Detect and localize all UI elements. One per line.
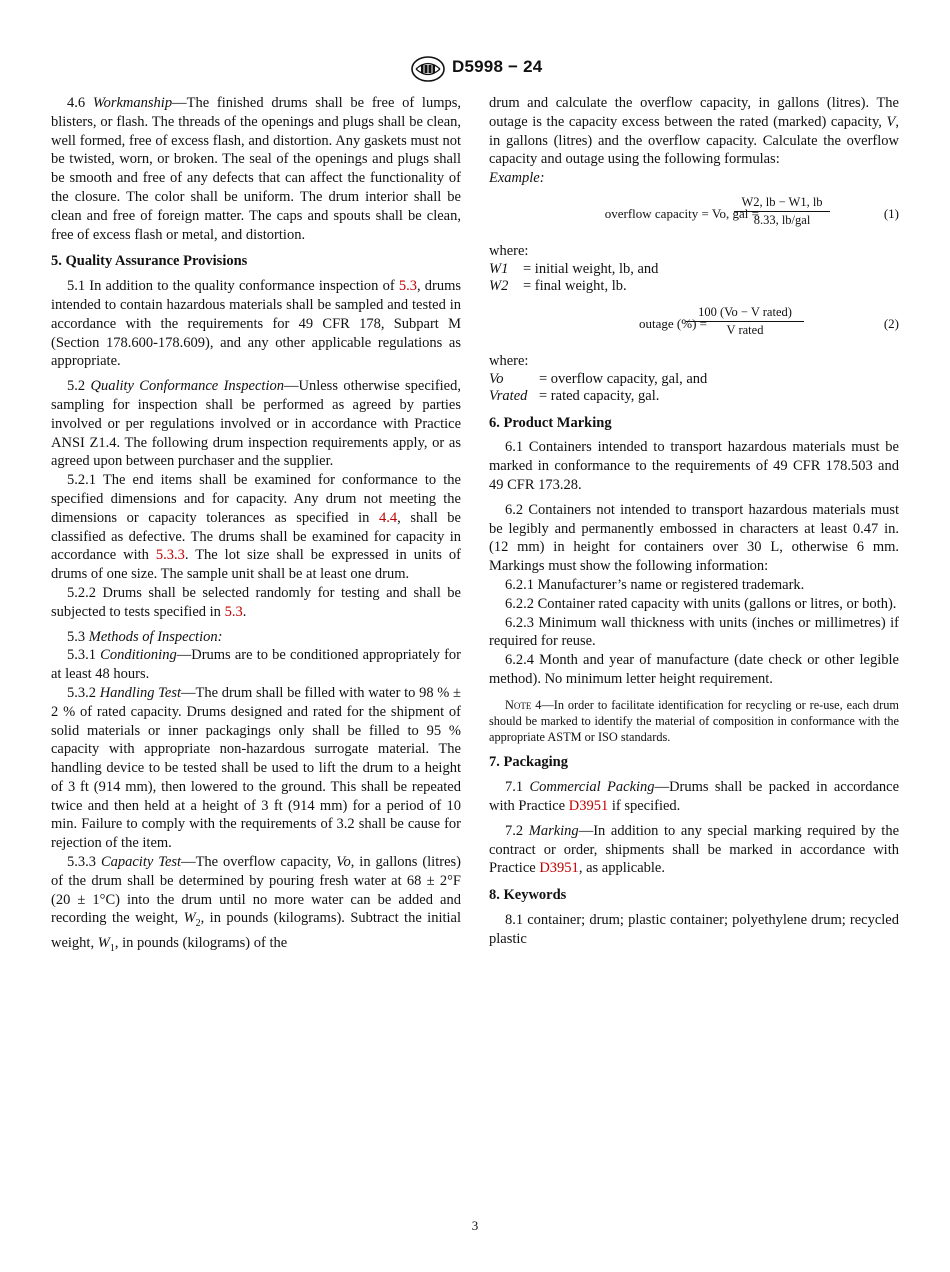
equation-2-numerator: 100 (Vo − V rated) xyxy=(686,304,804,322)
equation-1-lhs: overflow capacity = Vo, gal = xyxy=(604,205,759,221)
paragraph-text: drum and calculate the overflow capacity, in gallons (litres). The outage is the capacity excess between the rated (marked) capacity, xyxy=(489,95,899,130)
paragraph-text: , shall be classified as defective. The drums shall be examined for capacity in accordance with xyxy=(51,509,461,564)
reference-link-5-3[interactable]: 5.3 xyxy=(224,603,243,620)
where-label-2: where: xyxy=(489,352,529,369)
paragraph-6-1: 6.1 Containers intended to transport hazardous materials must be marked in conformance to the requirements of 49 CFR 178.503 and 49 CFR 173.28. xyxy=(489,439,899,493)
definition: = final weight, lb. xyxy=(523,278,627,295)
paragraph-text: . xyxy=(242,603,247,620)
paragraph-text: , in pounds (kilograms) of the xyxy=(114,935,288,952)
example-text: Example: xyxy=(489,170,545,187)
equation-1-fraction xyxy=(734,194,830,228)
definition: = rated capacity, gal. xyxy=(539,388,660,405)
paragraph-6-2-1: 6.2.1 Manufacturer’s name or registered trademark. xyxy=(505,576,805,593)
where-row-w1 xyxy=(489,261,899,279)
section-heading-7: 7. Packaging xyxy=(489,754,568,771)
paragraph-text: 5.2.2 Drums shall be selected randomly for testing and shall be subjected to tests specified in xyxy=(51,584,461,620)
page-header xyxy=(0,56,950,82)
paragraph-text: —Unless otherwise specified, sampling for inspection shall be performed as agreed by parties involved or per regulations involved or in accordance with Practice ANSI Z1.4. The following drum inspection requirements apply, or as agreed upon between purchaser and the supplier. xyxy=(51,378,461,470)
paragraph-title: Marking xyxy=(528,822,579,839)
equation-1 xyxy=(489,194,899,234)
page-number: 3 xyxy=(471,1218,479,1233)
paragraph-5-2-2 xyxy=(51,584,461,622)
paragraph-title: Methods of Inspection: xyxy=(88,628,223,645)
equation-2-lhs: outage (%) = xyxy=(639,315,707,331)
paragraph-4-6 xyxy=(51,94,461,244)
paragraph-text: , in pounds (kilograms). Subtract the initial weight, xyxy=(51,910,461,952)
paragraph-title: Commercial Packing xyxy=(529,779,655,796)
paragraph-5-2-1 xyxy=(51,471,461,584)
where-row-vrated xyxy=(489,388,899,406)
reference-link-4-4[interactable]: 4.4 xyxy=(379,509,398,526)
section-heading-8: 8. Keywords xyxy=(489,887,567,904)
equation-1-denominator: 8.33, lb/gal xyxy=(753,212,811,227)
paragraph-title: Capacity Test xyxy=(100,854,182,871)
reference-link-5-3[interactable]: 5.3 xyxy=(398,278,417,295)
symbol-w1: W xyxy=(97,935,110,952)
symbol-vo: Vo xyxy=(336,854,351,871)
paragraph-text: —The drum shall be filled with water to 98 % ± 2 % of rated capacity. Drums designed and rated for the shipment of solid materials or inner packagings only shall be filled to 95 % capacity with appropriate non-hazardous surrogate material. The handling device to be tested shall be used to lift the drum to a height of 3 ft (914 mm), then lowered to the ground. This shall be repeated twice and then held at a height of 3 ft (914 mm) for a period of 10 min. Failure to comply with the requirements of 3.2 shall be cause for rejection of the item. xyxy=(51,684,461,852)
note-4 xyxy=(489,697,899,746)
paragraph-text: , as applicable. xyxy=(578,860,665,877)
equation-1-number: (1) xyxy=(883,205,899,221)
paragraph-text: —The finished drums shall be free of lumps, blisters, or flash. The threads of the openings and plugs shall be clean, well formed, free of excess flash, and distortion. Any gaskets must not be twisted, worn, or broken. The seal of the openings and plugs shall be smooth and free of any defects that can affect the functionality of the closure. The color shall be uniform. The drum interior shall be clean and free of foreign matter. The caps and spouts shall be clean, free of excess flash or metal, and distortion. xyxy=(51,95,461,243)
section-number: 5.3 xyxy=(67,628,86,645)
equation-2 xyxy=(489,304,899,344)
equation-2-number: (2) xyxy=(883,315,899,331)
paragraph-5-3-3 xyxy=(51,853,461,959)
paragraph-text: , drums intended to contain hazardous materials shall be sampled and tested in accordance with the requirements for 49 CFR 178, Subpart M (Section 178.600-178.609), and any other applicable regulations as appropriate. xyxy=(51,278,461,370)
paragraph-text: —Drums are to be conditioned appropriately for at least 48 hours. xyxy=(51,647,461,683)
paragraph-text: if specified. xyxy=(608,797,681,814)
paragraph-text: 5.2.1 The end items shall be examined for conformance to the specified dimensions and for capacity. Any drum not meeting the dimensions or capacity tolerances as specified in xyxy=(51,472,461,526)
paragraph-6-2-2: 6.2.2 Container rated capacity with units (gallons or litres, or both). xyxy=(505,595,897,612)
equation-2-fraction xyxy=(686,304,804,338)
astm-logo xyxy=(410,56,446,82)
paragraph-text: —The overflow capacity, xyxy=(181,854,337,871)
definition: = overflow capacity, gal, and xyxy=(539,370,708,387)
note-text: —In order to facilitate identification for recycling or re-use, each drum should be marked to identify the material of composition in conformance with the appropriate ASTM or ISO standards. xyxy=(489,697,899,745)
paragraph-title: Conditioning xyxy=(100,647,177,664)
equation-1-numerator: W2, lb − W1, lb xyxy=(734,194,830,212)
paragraph-5-3-2 xyxy=(51,684,461,853)
paragraph-5-3 xyxy=(51,628,461,647)
section-number: 5.3.2 xyxy=(67,684,96,701)
paragraph-6-2-4: 6.2.4 Month and year of manufacture (date check or other legible method). No minimum letter height requirement. xyxy=(489,652,899,687)
symbol: Vrated xyxy=(489,388,528,405)
symbol-w2: W xyxy=(183,910,196,927)
paragraph-text: 5.1 In addition to the quality conformance inspection of xyxy=(67,278,399,295)
paragraph-title: Handling Test xyxy=(99,684,181,701)
reference-link-d3951[interactable]: D3951 xyxy=(568,797,609,814)
reference-link-d3951[interactable]: D3951 xyxy=(539,860,579,877)
section-number: 5.3.3 xyxy=(67,854,96,871)
section-number: 7.1 xyxy=(505,779,524,796)
equation-2-denominator: V rated xyxy=(726,322,764,337)
paragraph-8-1: 8.1 container; drum; plastic container; polyethylene drum; recycled plastic xyxy=(489,911,899,947)
reference-link-5-3-3[interactable]: 5.3.3 xyxy=(155,547,185,564)
where-row-w2 xyxy=(489,278,899,296)
paragraph-title: Quality Conformance Inspection xyxy=(90,378,284,395)
definition: = initial weight, lb, and xyxy=(523,260,659,277)
symbol: Vo xyxy=(489,370,504,387)
paragraph-5-1 xyxy=(51,277,461,371)
example-label xyxy=(489,169,899,188)
section-number: 4.6 xyxy=(67,95,86,111)
document-id: D5998 − 24 xyxy=(452,57,543,76)
section-number: 7.2 xyxy=(505,822,524,839)
section-heading-5: 5. Quality Assurance Provisions xyxy=(51,253,248,270)
symbol: W1 xyxy=(489,260,509,277)
where-row-vo xyxy=(489,371,899,389)
right-column xyxy=(489,94,899,949)
paragraph-5-2 xyxy=(51,377,461,471)
paragraph-text: —In addition to any special marking required by the contract or order, shipments shall be marked in accordance with Practice xyxy=(489,822,900,877)
paragraph-text: , in gallons (litres) and the overflow capacity. Calculate the overflow capacity and outage using the following formulas: xyxy=(489,113,899,168)
paragraph-text: —Drums shall be packed in accordance with Practice xyxy=(489,779,900,814)
symbol-v: V xyxy=(886,113,896,130)
paragraph-5-3-1 xyxy=(51,646,461,684)
where-label-1: where: xyxy=(489,242,529,259)
section-heading-6: 6. Product Marking xyxy=(489,414,612,431)
left-column xyxy=(51,94,461,959)
paragraph-6-2-3: 6.2.3 Minimum wall thickness with units (inches or millimetres) if required for reuse. xyxy=(489,614,899,650)
symbol: W2 xyxy=(489,278,509,295)
paragraph-7-2 xyxy=(489,822,899,878)
subscript: 1 xyxy=(109,943,115,955)
paragraph-text: . The lot size shall be expressed in units of drums of one size. The sample unit shall be at least one drum. xyxy=(51,547,461,583)
paragraph-6-2: 6.2 Containers not intended to transport hazardous materials must be legibly and permanently embossed in characters at least 0.47 in. (12 mm) in height for containers over 30 L, otherwise 6 mm. Markings must show the following information: xyxy=(489,501,899,575)
section-number: 5.2 xyxy=(67,378,86,395)
section-number: 5.3.1 xyxy=(67,647,96,664)
subscript: 2 xyxy=(195,918,201,930)
paragraph-title: Workmanship xyxy=(92,95,173,111)
paragraph-text: , in gallons (litres) of the drum shall be determined by pouring fresh water at 68 ± 2°F (20 ± 1°C) into the drum until no more water can be added and recording the weight, xyxy=(51,854,461,927)
paragraph-7-1 xyxy=(489,778,899,816)
paragraph-continuation xyxy=(489,94,899,169)
note-label: Note 4 xyxy=(505,697,542,712)
